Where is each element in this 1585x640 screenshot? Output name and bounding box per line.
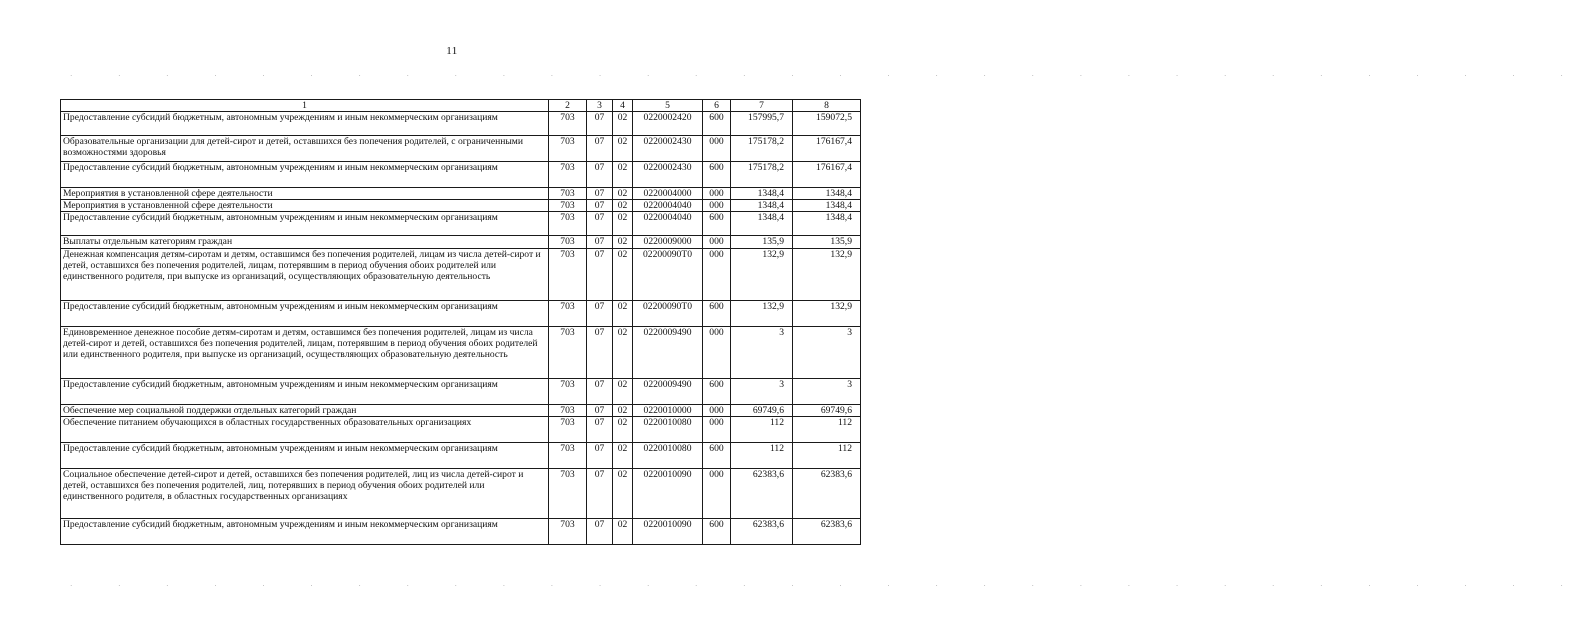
header-cell-1: 1 — [61, 100, 549, 112]
row-name: Предоставление субсидий бюджетным, автономным учреждениям и иным некоммерческим организациям — [61, 112, 549, 136]
row-col-8: 132,9 — [793, 248, 861, 300]
row-col-5: 0220009490 — [633, 326, 703, 378]
row-col-8: 112 — [793, 416, 861, 442]
row-col-2: 703 — [549, 200, 587, 212]
row-col-5: 0220009490 — [633, 378, 703, 404]
row-col-5: 0220002430 — [633, 136, 703, 162]
row-col-7: 1348,4 — [731, 200, 793, 212]
row-name: Социальное обеспечение детей-сирот и детей, оставшихся без попечения родителей, лиц из числа детей-сирот и детей, оставшихся без попечения родителей, лиц, потерявших в период обучения обоих родителей или единственного родителя, в областных государственных организациях — [61, 468, 549, 518]
row-col-3: 07 — [587, 518, 613, 544]
row-col-5: 02200090Т0 — [633, 300, 703, 326]
row-col-3: 07 — [587, 442, 613, 468]
row-col-2: 703 — [549, 442, 587, 468]
row-col-7: 62383,6 — [731, 518, 793, 544]
table-row — [61, 162, 861, 188]
row-col-8: 159072,5 — [793, 112, 861, 136]
row-col-4: 02 — [613, 468, 633, 518]
row-name: Предоставление субсидий бюджетным, автономным учреждениям и иным некоммерческим организациям — [61, 442, 549, 468]
row-name: Предоставление субсидий бюджетным, автономным учреждениям и иным некоммерческим организациям — [61, 212, 549, 236]
row-col-3: 07 — [587, 326, 613, 378]
row-col-4: 02 — [613, 442, 633, 468]
row-col-6: 600 — [703, 300, 731, 326]
table-row — [61, 416, 861, 442]
table-row — [61, 300, 861, 326]
row-col-2: 703 — [549, 162, 587, 188]
row-col-7: 69749,6 — [731, 404, 793, 416]
header-cell-2: 2 — [549, 100, 587, 112]
table-row — [61, 442, 861, 468]
row-col-8: 62383,6 — [793, 518, 861, 544]
table-row — [61, 136, 861, 162]
row-col-8: 62383,6 — [793, 468, 861, 518]
row-col-5: 0220010090 — [633, 468, 703, 518]
page-number: 11 — [446, 45, 458, 57]
header-cell-5: 5 — [633, 100, 703, 112]
row-col-2: 703 — [549, 404, 587, 416]
row-col-5: 0220002430 — [633, 162, 703, 188]
row-col-2: 703 — [549, 518, 587, 544]
row-col-6: 000 — [703, 136, 731, 162]
row-col-8: 1348,4 — [793, 188, 861, 200]
row-col-7: 112 — [731, 442, 793, 468]
table-row — [61, 468, 861, 518]
row-col-3: 07 — [587, 212, 613, 236]
row-col-6: 000 — [703, 468, 731, 518]
row-col-4: 02 — [613, 404, 633, 416]
row-col-2: 703 — [549, 326, 587, 378]
row-col-6: 000 — [703, 248, 731, 300]
row-col-2: 703 — [549, 378, 587, 404]
row-col-7: 1348,4 — [731, 212, 793, 236]
table-row — [61, 326, 861, 378]
row-col-3: 07 — [587, 300, 613, 326]
row-col-8: 135,9 — [793, 236, 861, 248]
row-col-5: 0220009000 — [633, 236, 703, 248]
row-name: Мероприятия в установленной сфере деятельности — [61, 188, 549, 200]
row-col-4: 02 — [613, 136, 633, 162]
row-col-6: 600 — [703, 442, 731, 468]
row-name: Денежная компенсация детям-сиротам и детям, оставшимся без попечения родителей, лицам из числа детей-сирот и детей, оставшихся без попечения родителей, лицам, потерявшим в период обучения обоих родителей или единственного родителя, при выпуске из организаций, осуществляющих образовательную деятельность — [61, 248, 549, 300]
row-name: Обеспечение мер социальной поддержки отдельных категорий граждан — [61, 404, 549, 416]
table-row — [61, 236, 861, 248]
row-name: Мероприятия в установленной сфере деятельности — [61, 200, 549, 212]
row-col-6: 600 — [703, 212, 731, 236]
row-col-3: 07 — [587, 468, 613, 518]
row-name: Образовательные организации для детей-сирот и детей, оставшихся без попечения родителей, с ограниченными возможностями здоровья — [61, 136, 549, 162]
row-col-6: 600 — [703, 378, 731, 404]
row-col-2: 703 — [549, 468, 587, 518]
row-col-3: 07 — [587, 188, 613, 200]
row-col-5: 0220004040 — [633, 212, 703, 236]
row-col-8: 3 — [793, 378, 861, 404]
row-col-4: 02 — [613, 416, 633, 442]
row-col-8: 132,9 — [793, 300, 861, 326]
row-col-7: 135,9 — [731, 236, 793, 248]
row-col-5: 0220002420 — [633, 112, 703, 136]
header-cell-3: 3 — [587, 100, 613, 112]
row-name: Обеспечение питанием обучающихся в областных государственных образовательных организациях — [61, 416, 549, 442]
row-col-3: 07 — [587, 200, 613, 212]
table-row — [61, 404, 861, 416]
row-col-2: 703 — [549, 248, 587, 300]
row-col-4: 02 — [613, 300, 633, 326]
row-col-4: 02 — [613, 236, 633, 248]
row-col-2: 703 — [549, 188, 587, 200]
row-col-2: 703 — [549, 416, 587, 442]
row-col-5: 0220010000 — [633, 404, 703, 416]
row-col-4: 02 — [613, 188, 633, 200]
row-col-7: 175178,2 — [731, 162, 793, 188]
row-col-7: 1348,4 — [731, 188, 793, 200]
row-col-4: 02 — [613, 248, 633, 300]
row-col-4: 02 — [613, 212, 633, 236]
row-col-2: 703 — [549, 236, 587, 248]
row-col-6: 600 — [703, 112, 731, 136]
table-row — [61, 200, 861, 212]
row-name: Предоставление субсидий бюджетным, автономным учреждениям и иным некоммерческим организациям — [61, 162, 549, 188]
row-col-7: 132,9 — [731, 300, 793, 326]
row-col-6: 000 — [703, 404, 731, 416]
row-col-5: 0220010080 — [633, 416, 703, 442]
table-row — [61, 212, 861, 236]
scan-noise-top: · · · · · · · · · · · · · · · · · · · · · · · · · · · · · · · · — [70, 72, 1585, 80]
row-col-3: 07 — [587, 236, 613, 248]
row-col-7: 132,9 — [731, 248, 793, 300]
scan-noise-bottom: · · · · · · · · · · · · · · · · · · · · · · · · · · · · · · · · — [70, 582, 1585, 590]
row-col-8: 1348,4 — [793, 200, 861, 212]
table-header-row — [61, 100, 861, 112]
row-col-8: 176167,4 — [793, 162, 861, 188]
row-col-8: 1348,4 — [793, 212, 861, 236]
row-col-8: 112 — [793, 442, 861, 468]
row-col-5: 0220004040 — [633, 200, 703, 212]
row-col-2: 703 — [549, 136, 587, 162]
table-row — [61, 518, 861, 544]
budget-table — [60, 99, 861, 545]
table-row — [61, 378, 861, 404]
row-col-7: 3 — [731, 378, 793, 404]
row-col-6: 600 — [703, 162, 731, 188]
row-col-2: 703 — [549, 212, 587, 236]
row-col-5: 0220010090 — [633, 518, 703, 544]
row-col-8: 69749,6 — [793, 404, 861, 416]
row-col-5: 0220010080 — [633, 442, 703, 468]
row-col-8: 3 — [793, 326, 861, 378]
row-col-7: 175178,2 — [731, 136, 793, 162]
row-col-6: 000 — [703, 236, 731, 248]
row-col-4: 02 — [613, 326, 633, 378]
row-col-2: 703 — [549, 112, 587, 136]
header-cell-4: 4 — [613, 100, 633, 112]
table-row — [61, 248, 861, 300]
row-col-6: 000 — [703, 188, 731, 200]
row-col-6: 000 — [703, 326, 731, 378]
row-col-7: 112 — [731, 416, 793, 442]
row-name: Предоставление субсидий бюджетным, автономным учреждениям и иным некоммерческим организациям — [61, 378, 549, 404]
row-col-3: 07 — [587, 378, 613, 404]
row-col-3: 07 — [587, 162, 613, 188]
header-cell-7: 7 — [731, 100, 793, 112]
row-col-3: 07 — [587, 404, 613, 416]
row-col-3: 07 — [587, 136, 613, 162]
row-name: Единовременное денежное пособие детям-сиротам и детям, оставшимся без попечения родителей, лицам из числа детей-сирот и детей, оставшихся без попечения родителей, лицам, потерявшим в период обучения обоих родителей или единственного родителя, при выпуске из организаций, осуществляющих образовательную деятельность — [61, 326, 549, 378]
row-col-7: 157995,7 — [731, 112, 793, 136]
row-col-3: 07 — [587, 112, 613, 136]
row-col-2: 703 — [549, 300, 587, 326]
row-col-4: 02 — [613, 162, 633, 188]
table-row — [61, 112, 861, 136]
row-col-5: 0220004000 — [633, 188, 703, 200]
row-col-4: 02 — [613, 200, 633, 212]
row-name: Предоставление субсидий бюджетным, автономным учреждениям и иным некоммерческим организациям — [61, 300, 549, 326]
row-col-6: 000 — [703, 200, 731, 212]
header-cell-8: 8 — [793, 100, 861, 112]
row-col-3: 07 — [587, 416, 613, 442]
row-col-4: 02 — [613, 112, 633, 136]
row-col-7: 3 — [731, 326, 793, 378]
row-name: Предоставление субсидий бюджетным, автономным учреждениям и иным некоммерческим организациям — [61, 518, 549, 544]
row-col-4: 02 — [613, 518, 633, 544]
row-col-3: 07 — [587, 248, 613, 300]
row-col-8: 176167,4 — [793, 136, 861, 162]
row-col-4: 02 — [613, 378, 633, 404]
table-row — [61, 188, 861, 200]
row-col-5: 02200090Т0 — [633, 248, 703, 300]
row-col-7: 62383,6 — [731, 468, 793, 518]
row-name: Выплаты отдельным категориям граждан — [61, 236, 549, 248]
row-col-6: 000 — [703, 416, 731, 442]
row-col-6: 600 — [703, 518, 731, 544]
header-cell-6: 6 — [703, 100, 731, 112]
